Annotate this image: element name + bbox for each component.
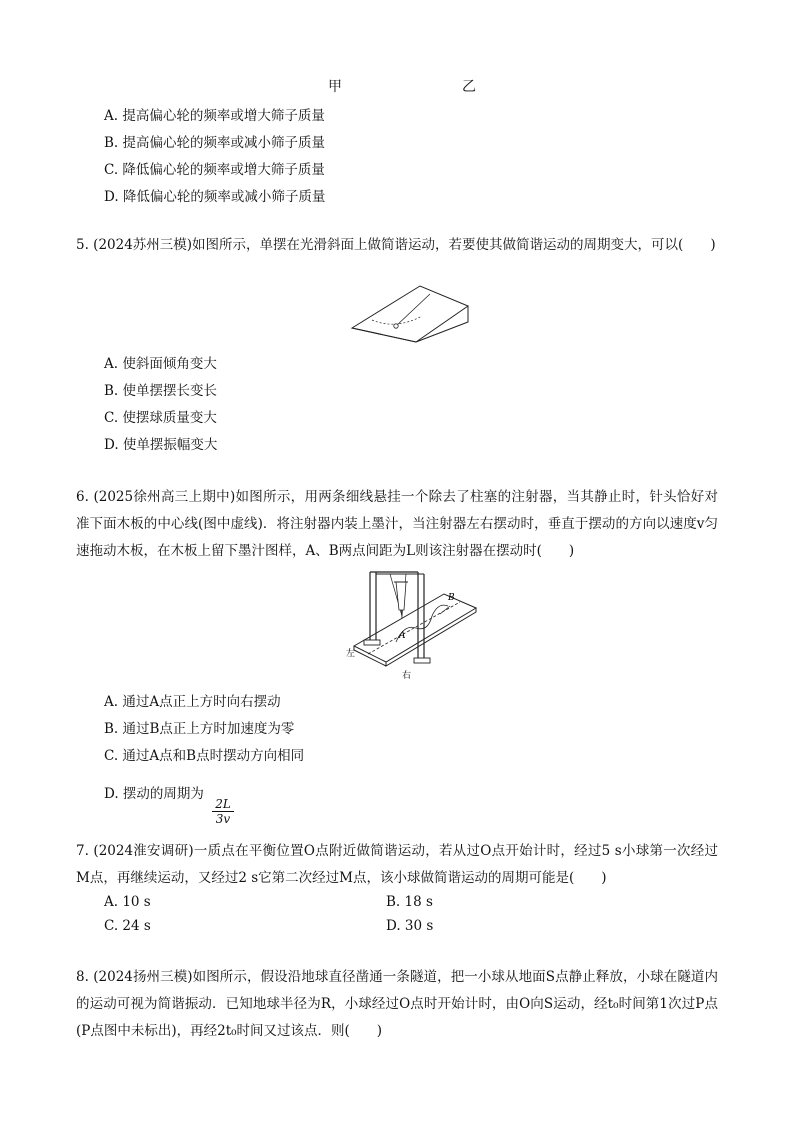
q5-option-b: B. 使单摆摆长变长 <box>104 383 218 399</box>
q6-injector-pendulum-figure <box>344 566 480 680</box>
figure-label-jia: 甲 <box>328 79 342 95</box>
q6-fig-label-right: 右 <box>402 671 412 680</box>
q6-option-d: D. 摆动的周期为 <box>104 786 204 802</box>
q7-option-b: B. 18 s <box>386 894 433 910</box>
q6-option-c: C. 通过A点和B点时摆动方向相同 <box>104 748 305 764</box>
q8-stem: 8. (2024扬州三模)如图所示，假设沿地球直径凿通一条隧道，把一小球从地面S点静止释放，小球在隧道内的运动可视为简谐振动．已知地球半径为R，小球经过O点时开始计时，由O向S运动，经t₀时间第1次过P点(P点图中未标出)，再经2t₀时间又过该点．则( ) <box>76 969 718 1039</box>
q5-option-d: D. 使单摆振幅变大 <box>104 437 218 453</box>
q7-option-d: D. 30 s <box>386 918 434 934</box>
q5-stem: 5. (2024苏州三模)如图所示，单摆在光滑斜面上做简谐运动，若要使其做简谐运动的周期变大，可以( ) <box>76 237 716 253</box>
q5-option-a: A. 使斜面倾角变大 <box>104 356 217 372</box>
q6-fraction-denominator: 3v <box>215 812 231 826</box>
q4-option-d: D. 降低偏心轮的频率或减小筛子质量 <box>104 189 326 205</box>
figure-label-yi: 乙 <box>462 79 476 95</box>
q6-fig-label-left: 左 <box>346 649 356 659</box>
q7-option-c: C. 24 s <box>104 918 151 934</box>
q6-option-b: B. 通过B点正上方时加速度为零 <box>104 721 295 737</box>
q4-option-a: A. 提高偏心轮的频率或增大筛子质量 <box>104 108 325 124</box>
q5-option-c: C. 使摆球质量变大 <box>104 410 217 426</box>
q5-incline-pendulum-figure <box>350 284 470 346</box>
q4-option-c: C. 降低偏心轮的频率或增大筛子质量 <box>104 162 325 178</box>
q6-option-d-fraction <box>212 797 234 827</box>
q6-fig-label-a: A <box>399 631 406 641</box>
q7-stem: 7. (2024淮安调研)一质点在平衡位置O点附近做简谐运动，若从过O点开始计时，经过5 s小球第一次经过M点，再继续运动，又经过2 s它第二次经过M点，该小球做简谐运动的周期可能是( ) <box>76 843 718 886</box>
q4-option-b: B. 提高偏心轮的频率或减小筛子质量 <box>104 135 326 151</box>
q6-fraction-numerator: 2L <box>212 797 234 812</box>
q6-stem: 6. (2025徐州高三上期中)如图所示，用两条细线悬挂一个除去了柱塞的注射器，当其静止时，针头恰好对准下面木板的中心线(图中虚线)．将注射器内装上墨汁，当注射器左右摆动时，垂直于摆动的方向以速度v匀速拖动木板，在木板上留下墨汁图样，A、B两点间距为L则该注射器在摆动时( ) <box>76 489 718 559</box>
q6-option-a: A. 通过A点正上方时向右摆动 <box>104 694 281 710</box>
q6-fig-label-b: B <box>448 593 455 603</box>
q7-option-a: A. 10 s <box>104 894 151 910</box>
